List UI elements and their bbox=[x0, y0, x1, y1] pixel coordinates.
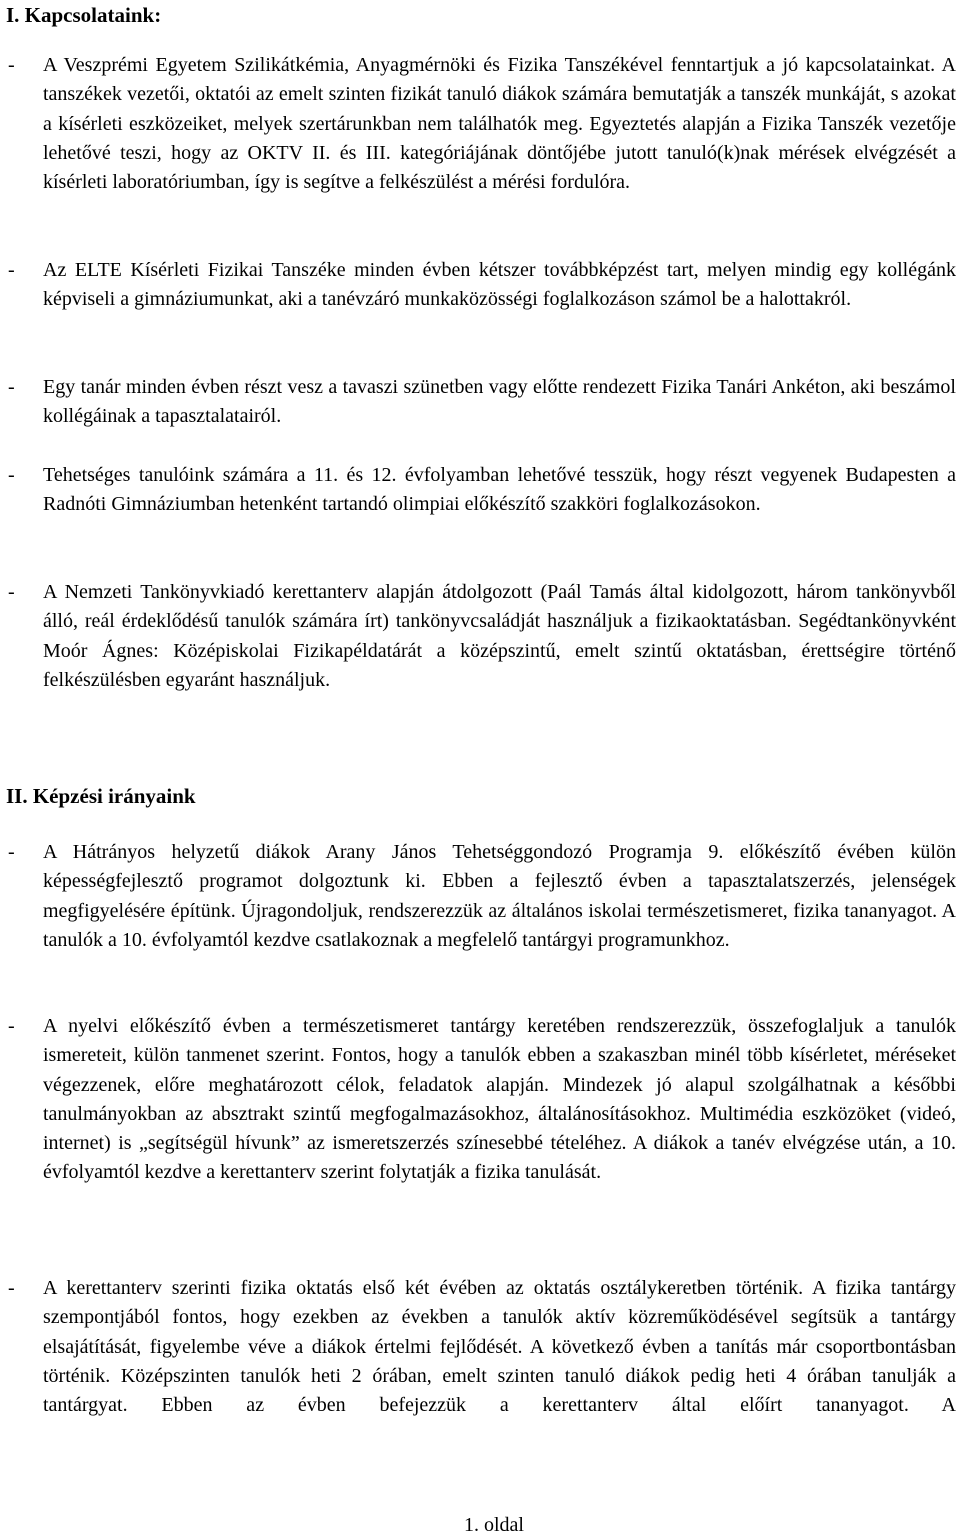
section-heading-kapcsolataink: I. Kapcsolataink: bbox=[6, 3, 162, 27]
bullet-dash: - bbox=[8, 376, 15, 398]
bullet-dash: - bbox=[8, 581, 15, 603]
paragraph-text: Egy tanár minden évben részt vesz a tavaszi szünetben vagy előtte rendezett Fizika Tanári Ankéton, aki beszámol kollégáinak a tapasztalatairól. bbox=[43, 376, 956, 428]
paragraph-text: A nyelvi előkészítő évben a természetismeret tantárgy keretében rendszerezzük, összefoglaljuk a tanulók ismereteit, külön tanmenet szerint. Fontos, hogy a tanulók ebben a szakaszban minél több kísérletet, méréseket végezzenek, előre meghatározott célok, feladatok alapján. Mindezek jó alapul szolgálhatnak a későbbi tanulmányokban az absztrakt szintű megfogalmazásokhoz, általánosításokhoz. Multimédia eszközöket (videó, internet) is „segítségül hívunk” az ismeretszerzés színesebbé tételéhez. A diákok a tanév elvégzése után, a 10. évfolyamtól kezdve a kerettanterv szerint folytatják a fizika tanulását. bbox=[43, 1015, 956, 1184]
list-item bbox=[8, 461, 956, 520]
paragraph-text: A Veszprémi Egyetem Szilikátkémia, Anyagmérnöki és Fizika Tanszékével fenntartjuk a jó kapcsolatainkat. A tanszékek vezetői, oktatói az emelt szinten fizikát tanuló diákok számára bemutatják a tanszék munkáját, s azokat a kísérleti eszközeiket, melyek szertárunkban nem találhatók meg. Egyeztetés alapján a Fizika Tanszék vezetője lehetővé teszi, hogy az OKTV II. és III. kategóriájának döntőjébe jutott tanuló(k)nak mérések elvégzését a kísérleti laboratóriumban, így is segítve a felkészülést a mérési fordulóra. bbox=[43, 54, 956, 194]
list-item bbox=[8, 1012, 956, 1188]
bullet-dash: - bbox=[8, 464, 15, 486]
page-number: 1. oldal bbox=[464, 1514, 524, 1536]
paragraph-text: Az ELTE Kísérleti Fizikai Tanszéke minden évben kétszer továbbképzést tart, melyen mindig egy kollégánk képviseli a gimnáziumunkat, aki a tanévzáró munkaközösségi foglalkozáson számol be a halottakról. bbox=[43, 259, 956, 311]
paragraph-text: A Nemzeti Tankönyvkiadó kerettanterv alapján átdolgozott (Paál Tamás által kidolgozott, három tankönyvből álló, reál érdeklődésű tanulók számára írt) tankönyvcsaládját használjuk a fizikaoktatásban. Segédtankönyvként Moór Ágnes: Középiskolai Fizikapéldatárát a középszintű, emelt szintű oktatásban, érettségire történő felkészülésben egyaránt használjuk. bbox=[43, 581, 956, 691]
list-item bbox=[8, 838, 956, 955]
bullet-dash: - bbox=[8, 259, 15, 281]
section-heading-kepzesi-iranyaink: II. Képzési irányaink bbox=[6, 784, 196, 808]
paragraph-text: A Hátrányos helyzetű diákok Arany János Tehetséggondozó Programja 9. előkészítő évében külön képességfejlesztő programot dolgoztunk ki. Ebben a fejlesztő évben a tapasztalatszerzés, jelenségek megfigyelésére építünk. Újragondoljuk, rendszerezzük az általános iskolai természetismeret, fizika tananyagot. A tanulók a 10. évfolyamtól kezdve csatlakoznak a megfelelő tantárgyi programunkhoz. bbox=[43, 841, 956, 951]
paragraph-text: A kerettanterv szerinti fizika oktatás első két évében az oktatás osztálykeretben történik. A fizika tantárgy szempontjából fontos, hogy ezekben az években a tanulók aktív közreműködésével segítsük a tantárgy elsajátítását, figyelembe véve a diákok értelmi fejlődését. A következő évben a tanítás már csoportbontásban történik. Középszinten tanulók heti 2 órában, emelt szinten tanuló diákok pedig heti 4 órában tanulják a tantárgyat. Ebben az évben befejezzük a kerettanterv által előírt tananyagot. A bbox=[43, 1277, 956, 1417]
bullet-dash: - bbox=[8, 1015, 15, 1037]
bullet-dash: - bbox=[8, 841, 15, 863]
list-item bbox=[8, 51, 956, 197]
bullet-dash: - bbox=[8, 54, 15, 76]
list-item bbox=[8, 1274, 956, 1420]
bullet-dash: - bbox=[8, 1277, 15, 1299]
paragraph-text: Tehetséges tanulóink számára a 11. és 12. évfolyamban lehetővé tesszük, hogy részt vegyenek Budapesten a Radnóti Gimnáziumban hetenként tartandó olimpiai előkészítő szakköri foglalkozásokon. bbox=[43, 464, 956, 516]
list-item bbox=[8, 578, 956, 695]
list-item bbox=[8, 256, 956, 315]
list-item bbox=[8, 373, 956, 432]
